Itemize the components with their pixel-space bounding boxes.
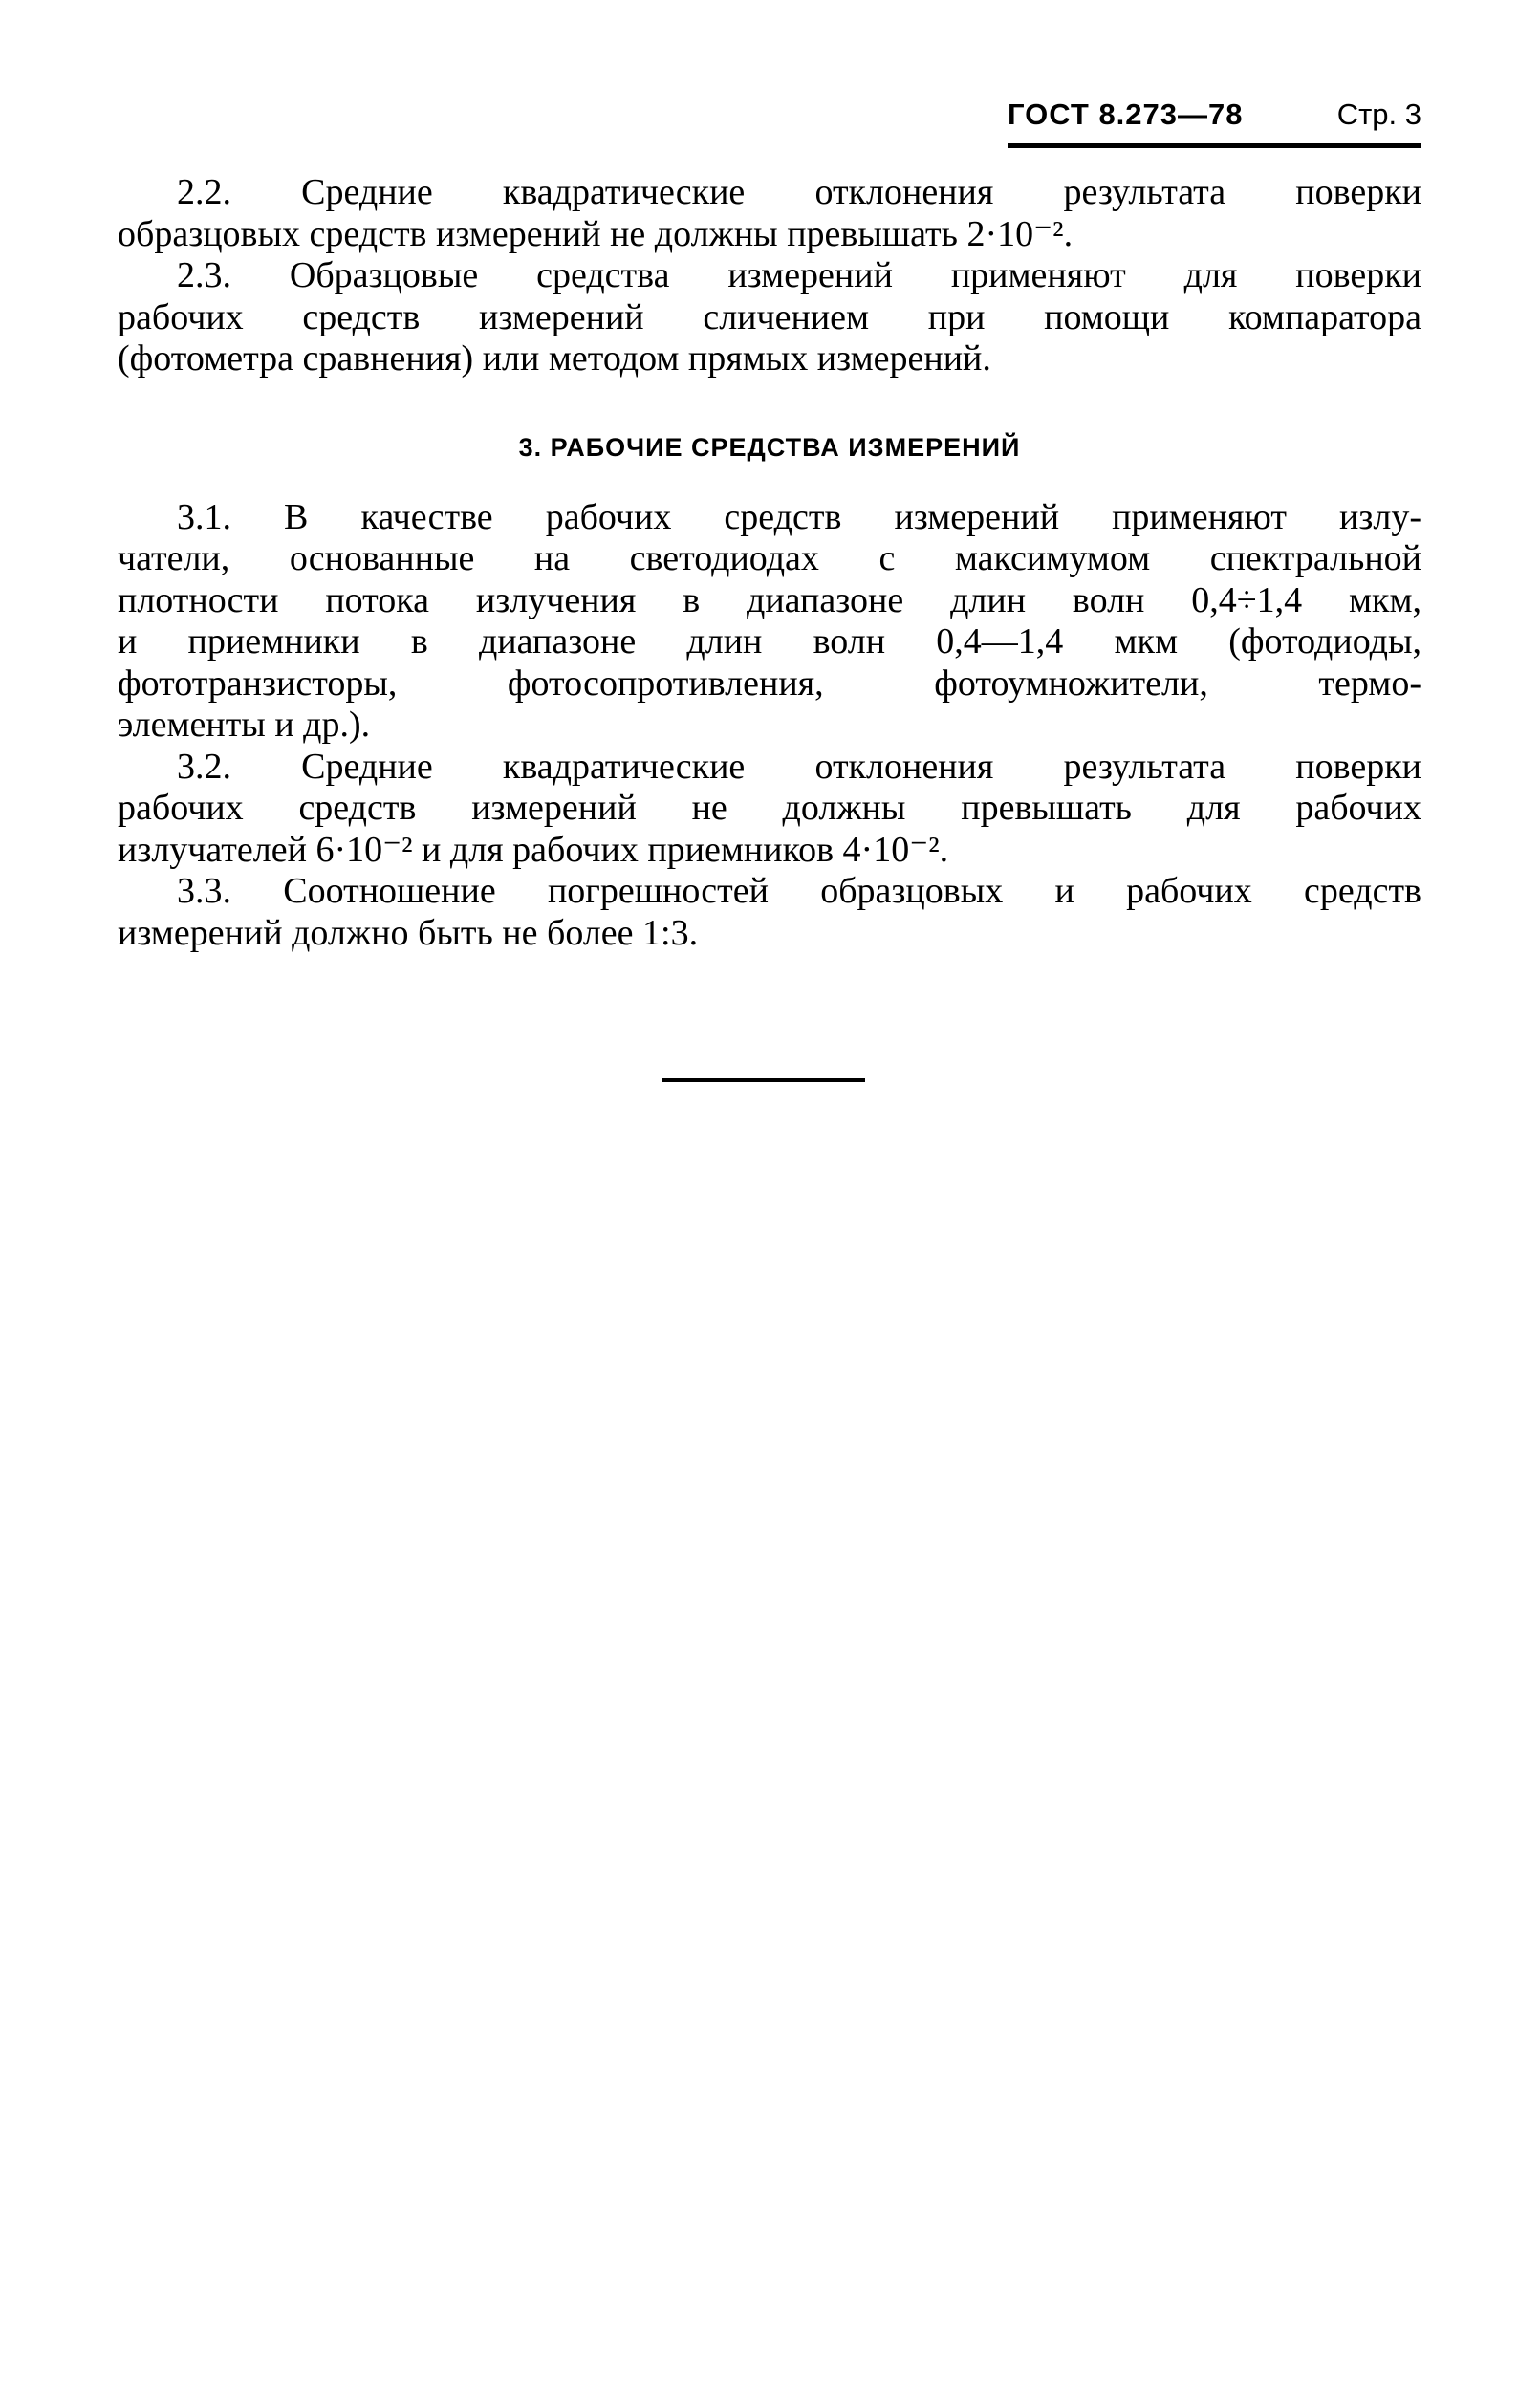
paragraph-3-1 xyxy=(118,497,1421,747)
text-line: чатели, основанные на светодиодах с максимумом спектральной xyxy=(118,538,1421,578)
text-line: рабочих средств измерений не должны превышать для рабочих xyxy=(118,788,1421,828)
paragraph-3-3 xyxy=(118,871,1421,954)
text-line: излучателей 6·10⁻² и для рабочих приемников 4·10⁻². xyxy=(118,829,949,870)
text-line: образцовых средств измерений не должны превышать 2·10⁻². xyxy=(118,213,1074,254)
text-line: плотности потока излучения в диапазоне длин волн 0,4÷1,4 мкм, xyxy=(118,579,1421,620)
page-header xyxy=(1008,94,1421,136)
paragraph-2-3 xyxy=(118,255,1421,380)
paragraph-3-2 xyxy=(118,747,1421,872)
text-line: фототранзисторы, фотосопротивления, фотоумножители, термо- xyxy=(118,662,1421,704)
text-line: и приемники в диапазоне длин волн 0,4—1,4 мкм (фотодиоды, xyxy=(118,621,1421,662)
paragraph-2-2 xyxy=(118,172,1421,255)
document-number: ГОСТ 8.273—78 xyxy=(1008,98,1244,131)
text-line: измерений должно быть не более 1:3. xyxy=(118,912,699,953)
text-line: 3.1. В качестве рабочих средств измерений применяют излу- xyxy=(177,496,1421,537)
text-line: рабочих средств измерений сличением при помощи компаратора xyxy=(118,296,1421,337)
text-line: 2.3. Образцовые средства измерений применяют для поверки xyxy=(177,255,1421,295)
text-line: 3.3. Соотношение погрешностей образцовых и рабочих средств xyxy=(177,871,1421,911)
text-line: 2.2. Средние квадратические отклонения результата поверки xyxy=(177,172,1421,212)
end-divider xyxy=(662,1078,865,1082)
text-line: элементы и др.). xyxy=(118,705,371,745)
header-divider xyxy=(1008,143,1421,148)
document-body xyxy=(118,172,1421,954)
section-heading: 3. РАБОЧИЕ СРЕДСТВА ИЗМЕРЕНИЙ xyxy=(518,432,1021,462)
page-number: Стр. 3 xyxy=(1336,98,1421,131)
text-line: 3.2. Средние квадратические отклонения результата поверки xyxy=(177,746,1421,787)
text-line: (фотометра сравнения) или методом прямых измерений. xyxy=(118,338,991,379)
